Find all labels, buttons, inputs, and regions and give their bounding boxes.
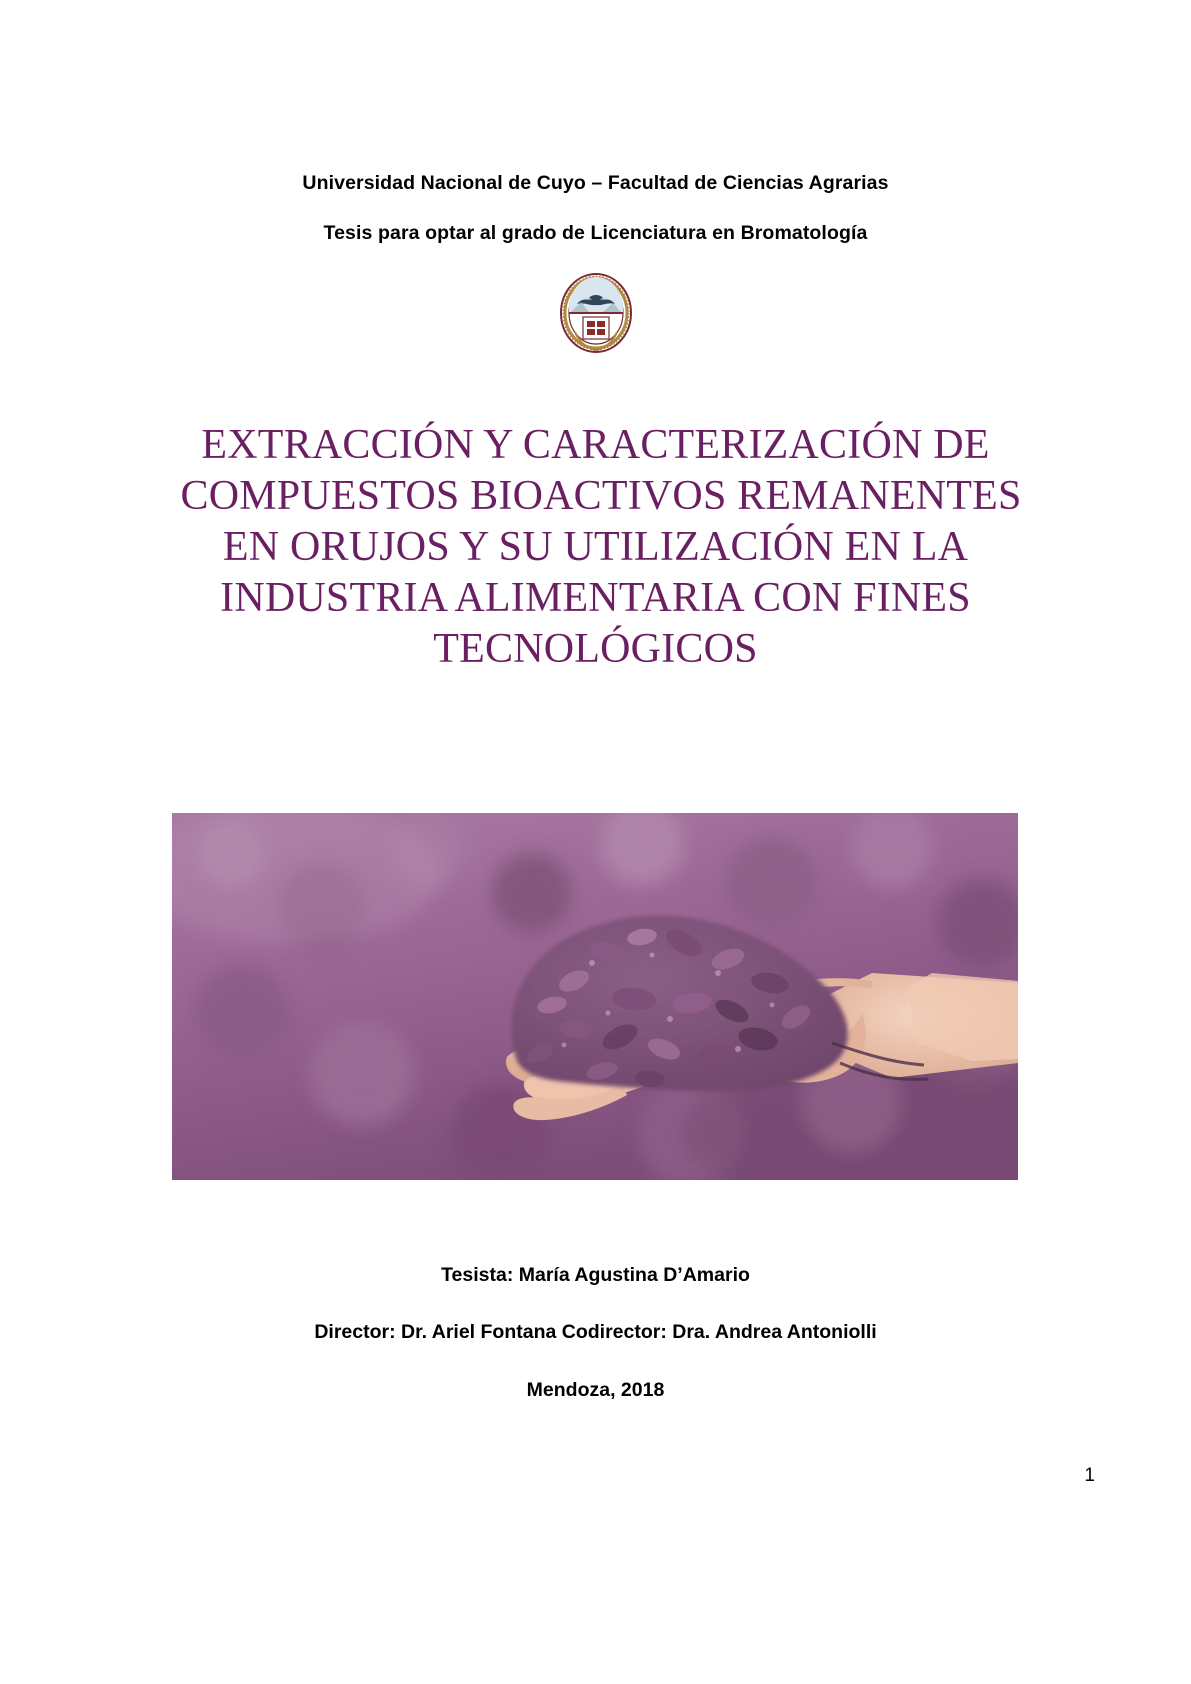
degree-line: Tesis para optar al grado de Licenciatura en Bromatología <box>323 222 868 245</box>
directors-line: Director: Dr. Ariel Fontana Codirector: Dra. Andrea Antoniolli <box>314 1321 877 1344</box>
institution-line: Universidad Nacional de Cuyo – Facultad de Ciencias Agrarias <box>302 172 889 194</box>
title-line-1: EXTRACCIÓN Y CARACTERIZACIÓN DE <box>201 422 990 468</box>
title-line-2: COMPUESTOS BIOACTIVOS REMANENTES <box>180 473 1022 519</box>
university-crest-icon <box>559 272 633 354</box>
title-line-3: EN ORUJOS Y SU UTILIZACIÓN EN LA <box>222 524 969 570</box>
page-title <box>180 420 1022 675</box>
title-line-5: TECNOLÓGICOS <box>433 626 758 672</box>
crest-container <box>0 272 1191 359</box>
title-line-4: INDUSTRIA ALIMENTARIA CON FINES <box>220 575 971 621</box>
place-year-line: Mendoza, 2018 <box>526 1378 665 1401</box>
page-number: 1 <box>1084 1465 1095 1486</box>
document-footer <box>0 1264 1191 1402</box>
grape-pomace-photo <box>172 813 1018 1180</box>
document-header <box>0 172 1191 246</box>
author-line: Tesista: María Agustina D’Amario <box>441 1264 750 1286</box>
